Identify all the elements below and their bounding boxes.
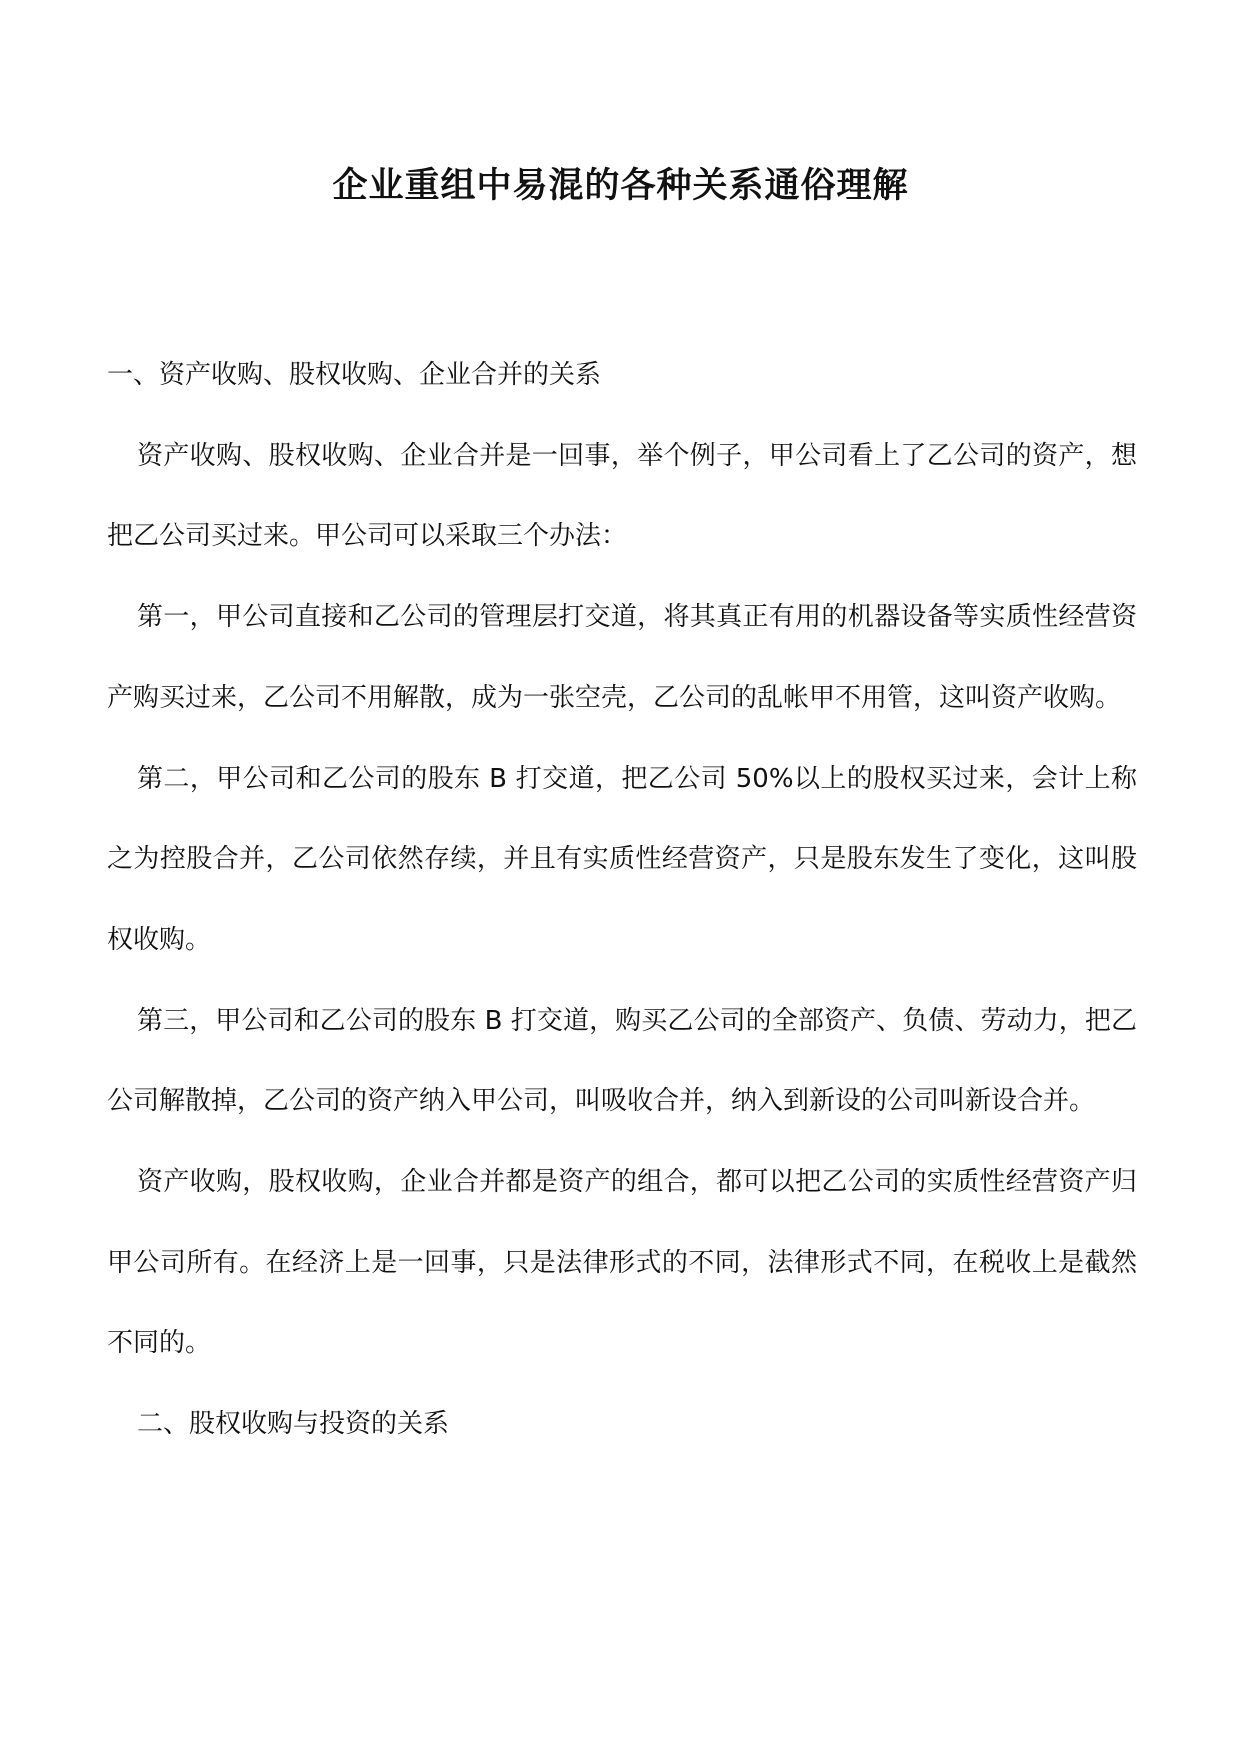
paragraph-summary: 资产收购，股权收购，企业合并都是资产的组合，都可以把乙公司的实质性经营资产归甲公司所有。在经济上是一回事，只是法律形式的不同，法律形式不同，在税收上是截然不同的。: [107, 1167, 1137, 1359]
paragraph-method-one: 第一，甲公司直接和乙公司的管理层打交道，将其真正有用的机器设备等实质性经营资产购买过来，乙公司不用解散，成为一张空壳，乙公司的乱帐甲不用管，这叫资产收购。: [107, 602, 1137, 713]
paragraph-method-two: 第二，甲公司和乙公司的股东 B 打交道，把乙公司 50%以上的股权买过来，会计上称之为控股合并，乙公司依然存续，并且有实质性经营资产，只是股东发生了变化，这叫股权收购。: [107, 763, 1137, 955]
document-body: [107, 335, 1137, 1465]
paragraph-intro: 资产收购、股权收购、企业合并是一回事，举个例子，甲公司看上了乙公司的资产，想把乙公司买过来。甲公司可以采取三个办法：: [107, 440, 1137, 552]
section-heading-1: 一、资产收购、股权收购、企业合并的关系: [107, 360, 602, 390]
document-title: 企业重组中易混的各种关系通俗理解: [332, 165, 909, 206]
paragraph-method-three: 第三，甲公司和乙公司的股东 B 打交道，购买乙公司的全部资产、负债、劳动力，把乙公司解散掉，乙公司的资产纳入甲公司，叫吸收合并，纳入到新设的公司叫新设合并。: [107, 1005, 1137, 1117]
section-heading-2: 二、股权收购与投资的关系: [137, 1409, 450, 1440]
